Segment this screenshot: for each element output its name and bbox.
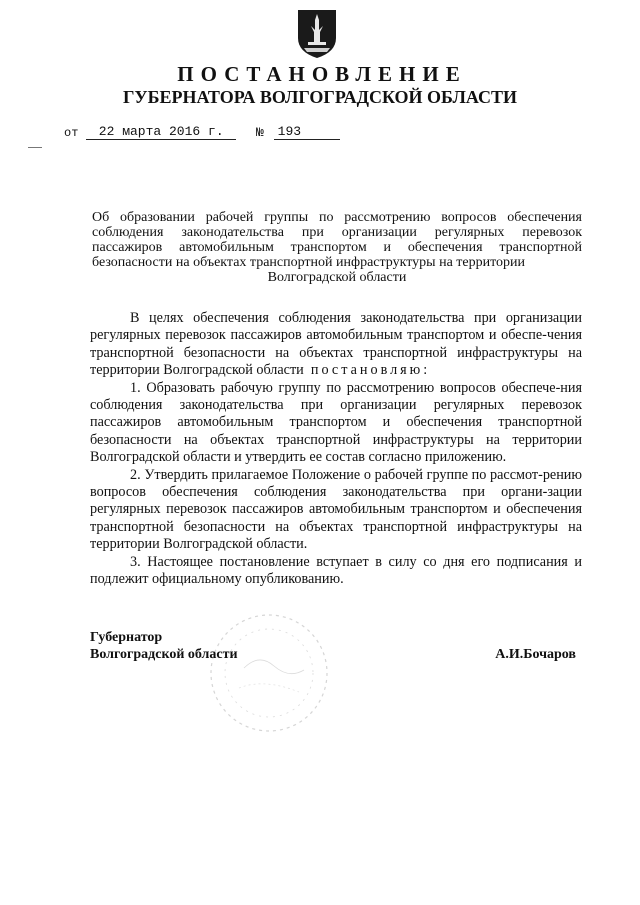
subject-last-line: Волгоградской области (267, 270, 407, 285)
body-intro: В целях обеспечения соблюдения законодательства при организации регулярных перевозок пассажиров автомобильным транспортом и обеспе-чения транспортной безопасности на объектах транспортной инфраструктуры на территории Волгоградской области (90, 310, 582, 379)
issuer-title: ГУБЕРНАТОРА ВОЛГОГРАДСКОЙ ОБЛАСТИ (122, 87, 518, 107)
margin-mark (28, 147, 42, 148)
document-subject (92, 210, 582, 285)
signer-position-line2: Волгоградской области (90, 647, 238, 662)
volgograd-coat-of-arms-icon (296, 8, 338, 60)
body-intro-paragraph (90, 310, 582, 380)
signer-position-line1: Губернатор (90, 630, 163, 645)
official-seal-icon (204, 608, 334, 738)
signer-name: А.И.Бочаров (495, 647, 576, 662)
body-item-1: 1. Образовать рабочую группу по рассмотрению вопросов обеспече-ния соблюдения законодательства при организации регулярных перевозок пассажиров автомобильным транспортом и обеспечения транспортной безопасности на объектах транспортной инфраструктуры на территории Волгоградской области и утвердить ее состав согласно приложению. (90, 379, 582, 466)
number-label: № (256, 125, 264, 140)
document-number: 193 (274, 124, 340, 140)
document-type-title: ПОСТАНОВЛЕНИЕ (177, 62, 467, 86)
document-date: 22 марта 2016 г. (86, 124, 236, 140)
decree-word: постановляю: (310, 362, 431, 379)
date-label: от (64, 126, 79, 140)
signature-block (90, 629, 238, 663)
document-body (90, 310, 582, 589)
body-item-2: 2. Утвердить прилагаемое Положение о рабочей группе по рассмот-рению вопросов обеспечения соблюдения законодательства при органи-зации регулярных перевозок пассажиров автомобильным транспортом и обеспечения транспортной безопасности на объектах транспортной инфраструктуры на территории Волгоградской области. (90, 466, 582, 553)
body-item-3: 3. Настоящее постановление вступает в силу со дня его подписания и подлежит официальному опубликованию. (90, 553, 582, 588)
document-date-number-row (64, 124, 340, 144)
subject-text: Об образовании рабочей группы по рассмотрению вопросов обеспечения соблюдения законодательства при организации регулярных перевозок пассажиров автомобильным транспортом и обеспечения транспортной безопасности на объектах транспортной инфраструктуры на территории (92, 210, 582, 270)
